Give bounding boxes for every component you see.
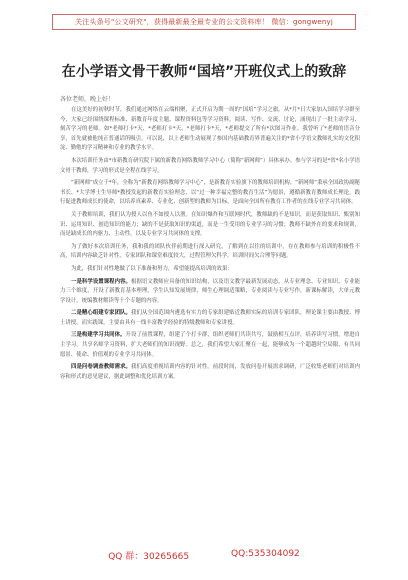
paragraph: [60, 243, 360, 262]
document-title: 在小学语文骨干教师“国培”开班仪式上的致辞: [61, 64, 347, 80]
document-body: [60, 106, 360, 536]
paragraph: [60, 106, 360, 154]
paragraph-text: 根据语文教师应具备的知识结构，以及语文教学最新发展动态，从专业理念、专业知识、专业能力三个维度，开设了新教育基本理理，学生认知发展规律，师生心理调适策略，专业阅读与专业写作，新课标解读，大单元教学设计，统编教材解读等十个专题的内容。: [60, 278, 360, 304]
paragraph: [60, 265, 360, 275]
paragraph-lead: 二是精心组建专家团队。: [71, 310, 131, 317]
greeting: 各位老师，晚上好！: [60, 96, 115, 103]
paragraph-lead: 一是科学设置课程内容。: [71, 278, 131, 285]
paragraph-text: 本次培训任务由*市新教育研究院下属的新教育网络教师学习中心（简称“新网师”）具体承办。参与学习的是*省*名小学语文骨干教师，学习的形式是全程在线学习。: [60, 157, 360, 174]
paragraph-text: “新网师”成立于*年，全称为“新教育网络教师学习中心”，是新教育实验旗下的教师培训机构。“新网师”秉承全国政协副秘书长、*大学博士生导师*教授发起的新教育实验理念，以“过一种幸福完整的教育生活”为愿景，遵循新教育教师成长理论，践行促进教师成长的使命，以培养真素养、专业化、创新型的教师为目标，是面向全国所有教育工作者的在线专业学习共同体。: [60, 180, 360, 206]
paragraph: [60, 309, 360, 328]
paragraph-text: 为此，我们针对性地做了以下准备和努力，希望能提高培训的效果：: [71, 265, 233, 272]
paragraph-text: 我们高度重视培训内容的针对性。前段时间，发放问卷开展需求调研，广泛收集老师们对培训内容和形式的意见建议，据此调整和优化培训方案。: [60, 364, 360, 380]
paragraph: [60, 331, 360, 360]
paragraph-text: 为了做好本次培训任务，我和我的团队伙伴前期进行深入研究，了解到在以往的培训中，存在教师参与培训的积极性不高，培训内容缺乏针对性，专家团队和课堂难度较大，过程管理欠科学，培训时间欠合理等问题。: [60, 243, 360, 260]
paragraph-lead: 三是构建学习共同体。: [71, 332, 126, 339]
banner-text: 关注头条号"公文研究"，获得最新最全最专业的公文资料库！ 微信：gongwenyj: [74, 18, 334, 26]
paragraph: [60, 179, 360, 208]
footer-qq-group: QQ 群：30265665: [108, 552, 190, 562]
paragraph: [60, 157, 360, 176]
paragraph-lead: 四是问卷调查教师需求。: [71, 364, 131, 371]
paragraph: [60, 278, 360, 307]
top-banner: [52, 14, 356, 30]
paragraph-text: 在这美好的初秋时节，我们通过网络在云端相聚，正式开启为期一周的“国培”学习之旅。从*月*日大家加入国培学习群至今，大家已经围绕课程标准、新教育年度主题、课程资料包等学习资料，阅读、写作、交流、讨论，涌现出了一批主动学习、刻苦学习的老师。如*老师打卡*天、*老师打卡*天、*老师打卡*天，*老师提交了所有*次图习作业。我曾听了*老师的语音分享，首先就被他纯正普通话所吸引。可以说，以上老师生动展现了参国内基础教育界普遍关注的*省小学语文教师扎实的文化积淀、勤勉的学习精神和专业的教学水平。: [60, 107, 360, 152]
paragraph: [60, 211, 360, 240]
footer: [0, 549, 408, 562]
paragraph: [60, 363, 360, 382]
footer-qq-contact: QQ:535304092: [231, 549, 300, 559]
paragraph-text: 关于教师培训，我们认为授人以鱼不如授人以渔。在知识爆炸和互联网时代，教师缺的不是知识，而是获取知识、甄别知识、运用知识、创造知识的能力；缺的不是获取知识的渠道，而是一生受用的专业学习的习惯；教师不缺外在的要求和规训，而是缺成长的内驱力、主动性，以及专业学习共同体的支撑。: [60, 211, 360, 238]
paragraph-text: 开设了前置课程，组建了个打卡群，组织老师们共读共写，鼓励相互点评，培养读写习惯，增进自主学习。共享名师学习资料，扩大老师们的知识视野。总之，我们希望大家汇聚在一起，能够成为一个超越时空局限、有共同愿景、使命、价值观的专业学习共同体。: [60, 332, 360, 358]
paragraph-text: 我们从全国范围内遴选有实力的专家组建贴近教师实际的培训专家团队，理论课主要由教授、博士讲授，而实践课，主要由具有一线丰富教学经验的特级教师和专家讲授。: [60, 310, 360, 326]
